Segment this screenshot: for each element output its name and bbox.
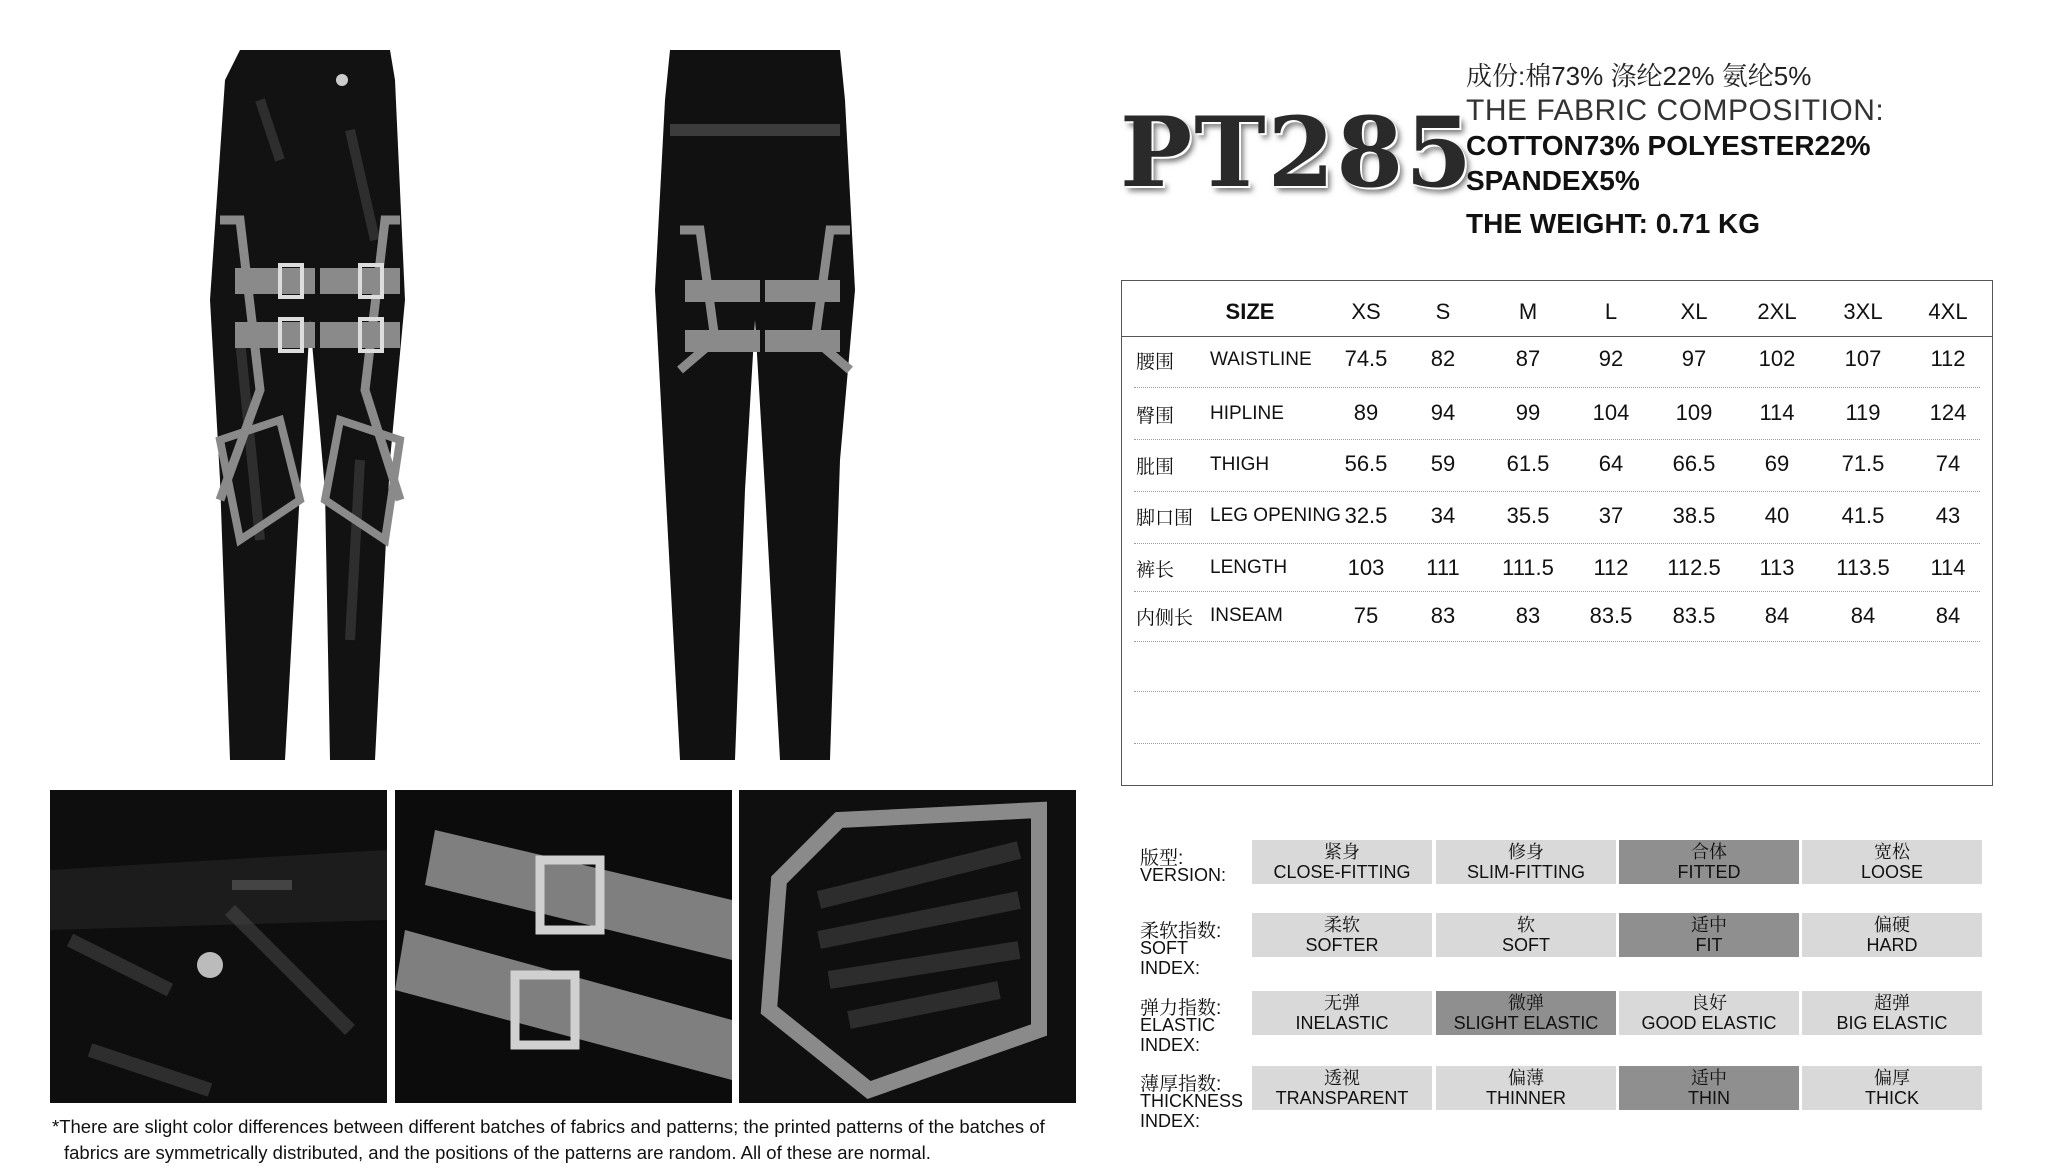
option-cn: 紧身 xyxy=(1324,842,1360,862)
row-label-cn: 裤长 xyxy=(1136,560,1175,581)
attr-label-en-line: VERSION: xyxy=(1140,865,1227,885)
option-transparent xyxy=(1252,1066,1432,1110)
option-cn: 修身 xyxy=(1508,842,1544,862)
option-en: THINNER xyxy=(1486,1088,1566,1108)
table-cell: 83.5 xyxy=(1672,603,1716,628)
option-soft xyxy=(1436,913,1616,957)
attr-label-en-line: SOFT xyxy=(1140,938,1188,958)
option-en: FIT xyxy=(1695,935,1723,955)
size-header: 3XL xyxy=(1843,299,1883,324)
size-header: 2XL xyxy=(1757,299,1797,324)
option-cn: 柔软 xyxy=(1324,915,1360,935)
footnote-line-1: *There are slight color differences between different batches of fabrics and patterns; the printed patterns of the batches of xyxy=(52,1116,1045,1137)
table-cell: 97 xyxy=(1681,346,1707,371)
table-cell: 75 xyxy=(1353,603,1379,628)
table-cell: 102 xyxy=(1758,346,1796,371)
table-cell: 64 xyxy=(1598,451,1624,476)
option-cn: 超弹 xyxy=(1874,993,1910,1013)
option-cn: 无弹 xyxy=(1324,993,1360,1013)
size-header: XL xyxy=(1680,299,1708,324)
table-cell: 114 xyxy=(1930,555,1966,580)
option-thick xyxy=(1802,1066,1982,1110)
size-chart-table xyxy=(1121,280,1993,786)
row-label-en: INSEAM xyxy=(1210,605,1283,626)
row-label-en: WAISTLINE xyxy=(1210,349,1312,370)
option-cn: 微弹 xyxy=(1508,993,1544,1013)
composition-values xyxy=(1466,128,1986,198)
detail-photo-waistband xyxy=(50,790,387,1103)
table-cell: 84 xyxy=(1935,603,1961,628)
option-cn: 软 xyxy=(1517,915,1535,935)
option-fitted-selected xyxy=(1619,840,1799,884)
composition-cn: 成份:棉73% 涤纶22% 氨纶5% xyxy=(1466,61,1812,91)
table-cell: 107 xyxy=(1844,346,1882,371)
table-cell: 111.5 xyxy=(1502,555,1554,580)
table-cell: 113.5 xyxy=(1836,555,1890,580)
attr-label-cn: 版型: xyxy=(1140,848,1184,869)
attr-label-en xyxy=(1140,1015,1215,1055)
detail-photo-buckles xyxy=(395,790,732,1103)
option-cn: 适中 xyxy=(1691,1068,1727,1088)
table-cell: 104 xyxy=(1592,400,1630,425)
option-en: GOOD ELASTIC xyxy=(1641,1013,1777,1033)
option-close-fitting xyxy=(1252,840,1432,884)
attr-label-cn: 弹力指数: xyxy=(1140,998,1222,1019)
header-divider xyxy=(1122,336,1992,337)
table-cell: 112.5 xyxy=(1667,555,1721,580)
table-cell: 66.5 xyxy=(1672,451,1716,476)
size-chart-header xyxy=(1122,281,1992,335)
table-cell: 83 xyxy=(1515,603,1541,628)
table-cell: 124 xyxy=(1929,400,1967,425)
option-slight-elastic-selected xyxy=(1436,991,1616,1035)
table-cell: 84 xyxy=(1764,603,1790,628)
table-cell: 87 xyxy=(1515,346,1541,371)
table-cell: 112 xyxy=(1593,555,1629,580)
table-cell: 103 xyxy=(1347,555,1385,580)
size-header: L xyxy=(1604,299,1618,324)
table-cell: 89 xyxy=(1353,400,1379,425)
row-divider xyxy=(1134,743,1980,744)
attr-label-en-line: INDEX: xyxy=(1140,1111,1201,1131)
table-cell: 109 xyxy=(1675,400,1713,425)
option-good-elastic xyxy=(1619,991,1799,1035)
option-fit-selected xyxy=(1619,913,1799,957)
table-cell: 40 xyxy=(1764,503,1790,528)
option-hard xyxy=(1802,913,1982,957)
table-cell: 56.5 xyxy=(1344,451,1388,476)
option-thin-selected xyxy=(1619,1066,1799,1110)
option-cn: 适中 xyxy=(1691,915,1727,935)
option-cn: 良好 xyxy=(1691,993,1727,1013)
table-cell: 61.5 xyxy=(1506,451,1550,476)
row-label-cn: 臀围 xyxy=(1136,406,1175,427)
table-cell: 83 xyxy=(1430,603,1456,628)
size-header: M xyxy=(1518,299,1538,324)
row-label-en: THIGH xyxy=(1210,454,1270,475)
option-cn: 偏硬 xyxy=(1874,915,1910,935)
front-view-photo xyxy=(200,40,530,770)
table-cell: 43 xyxy=(1935,503,1961,528)
option-inelastic xyxy=(1252,991,1432,1035)
table-cell: 35.5 xyxy=(1506,503,1550,528)
row-label-en: LENGTH xyxy=(1210,557,1288,578)
row-divider xyxy=(1134,543,1980,544)
footnote-line-2: fabrics are symmetrically distributed, and the positions of the patterns are random. All of these are normal. xyxy=(64,1142,931,1163)
table-cell: 94 xyxy=(1430,400,1456,425)
table-cell: 74 xyxy=(1935,451,1961,476)
weight: THE WEIGHT: 0.71 KG xyxy=(1466,208,1761,239)
size-header-label: SIZE xyxy=(1225,299,1275,324)
row-divider xyxy=(1134,387,1980,388)
table-cell: 111 xyxy=(1426,555,1460,580)
row-label-cn: 肶围 xyxy=(1136,457,1175,478)
attr-label-en-line: THICKNESS xyxy=(1140,1091,1244,1111)
table-cell: 82 xyxy=(1430,346,1456,371)
attr-label-en xyxy=(1140,1091,1243,1131)
option-cn: 透视 xyxy=(1324,1068,1360,1088)
row-divider xyxy=(1134,641,1980,642)
table-cell: 112 xyxy=(1930,346,1966,371)
table-cell: 92 xyxy=(1598,346,1624,371)
table-cell: 38.5 xyxy=(1672,503,1716,528)
size-header: XS xyxy=(1351,299,1381,324)
detail-photo-knee-panel xyxy=(739,790,1076,1103)
attr-label-en-line: ELASTIC xyxy=(1140,1015,1216,1035)
attr-label-en-line: INDEX: xyxy=(1140,958,1201,978)
option-thinner xyxy=(1436,1066,1616,1110)
row-divider xyxy=(1134,491,1980,492)
row-divider xyxy=(1134,591,1980,592)
size-header: S xyxy=(1435,299,1451,324)
table-cell: 84 xyxy=(1850,603,1876,628)
table-cell: 37 xyxy=(1598,503,1624,528)
table-cell: 74.5 xyxy=(1344,346,1388,371)
table-cell: 59 xyxy=(1430,451,1456,476)
table-cell: 69 xyxy=(1764,451,1790,476)
row-divider xyxy=(1134,691,1980,692)
model-number: PT285 xyxy=(1120,96,1475,209)
attr-label-en xyxy=(1140,865,1226,885)
attr-label-cn: 柔软指数: xyxy=(1140,921,1222,942)
size-header: 4XL xyxy=(1928,299,1968,324)
option-cn: 宽松 xyxy=(1874,842,1910,862)
row-label-cn: 内侧长 xyxy=(1136,608,1194,629)
option-en: THICK xyxy=(1865,1088,1919,1108)
option-en: SOFT xyxy=(1502,935,1550,955)
row-divider xyxy=(1134,439,1980,440)
option-en: THIN xyxy=(1688,1088,1730,1108)
attr-label-cn: 薄厚指数: xyxy=(1140,1074,1222,1095)
attr-label-en xyxy=(1140,938,1200,978)
back-view-photo xyxy=(640,40,940,770)
option-en: SLIM-FITTING xyxy=(1467,862,1585,882)
option-cn: 偏薄 xyxy=(1508,1068,1544,1088)
table-cell: 41.5 xyxy=(1841,503,1885,528)
option-en: CLOSE-FITTING xyxy=(1273,862,1411,882)
row-label-cn: 腰围 xyxy=(1136,352,1175,373)
option-en: INELASTIC xyxy=(1295,1013,1389,1033)
option-cn: 合体 xyxy=(1691,842,1727,862)
composition-line-2: SPANDEX5% xyxy=(1466,165,1640,196)
table-cell: 83.5 xyxy=(1589,603,1633,628)
row-label-en: HIPLINE xyxy=(1210,403,1284,424)
option-en: LOOSE xyxy=(1860,862,1924,882)
option-cn: 偏厚 xyxy=(1874,1068,1910,1088)
attr-label-en-line: INDEX: xyxy=(1140,1035,1201,1055)
table-cell: 114 xyxy=(1759,400,1795,425)
option-en: HARD xyxy=(1866,935,1918,955)
table-cell: 34 xyxy=(1430,503,1456,528)
option-en: TRANSPARENT xyxy=(1275,1088,1409,1108)
table-cell: 119 xyxy=(1845,400,1881,425)
option-big-elastic xyxy=(1802,991,1982,1035)
option-en: SOFTER xyxy=(1305,935,1379,955)
option-en: BIG ELASTIC xyxy=(1836,1013,1948,1033)
option-en: SLIGHT ELASTIC xyxy=(1453,1013,1599,1033)
option-loose xyxy=(1802,840,1982,884)
option-softer xyxy=(1252,913,1432,957)
composition-label: THE FABRIC COMPOSITION: xyxy=(1466,94,1885,127)
composition-line-1: COTTON73% POLYESTER22% xyxy=(1466,130,1871,161)
footnote xyxy=(52,1114,1112,1166)
table-cell: 71.5 xyxy=(1841,451,1885,476)
option-slim-fitting xyxy=(1436,840,1616,884)
table-cell: 32.5 xyxy=(1344,503,1388,528)
table-cell: 99 xyxy=(1515,400,1541,425)
row-label-en: LEG OPENING xyxy=(1210,505,1341,526)
row-label-cn: 脚口围 xyxy=(1136,508,1194,529)
table-cell: 113 xyxy=(1759,555,1795,580)
option-en: FITTED xyxy=(1677,862,1741,882)
